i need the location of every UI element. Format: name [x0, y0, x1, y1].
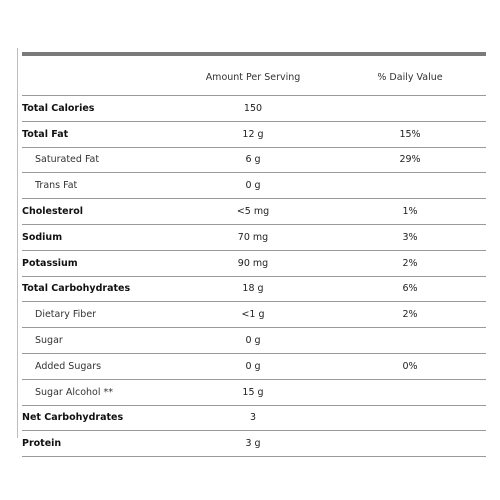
nutrient-label: Total Carbohydrates	[22, 276, 182, 302]
daily-value: 2%	[312, 250, 486, 276]
daily-value: 15%	[312, 121, 486, 147]
table-row	[22, 173, 486, 199]
nutrient-label: Total Calories	[22, 96, 182, 122]
table-row	[22, 96, 486, 122]
amount-value: 6 g	[182, 147, 312, 173]
table-row	[22, 379, 486, 405]
table-row	[22, 328, 486, 354]
table-header-row	[22, 56, 486, 96]
amount-value: 18 g	[182, 276, 312, 302]
daily-value: 6%	[312, 276, 486, 302]
daily-value	[312, 173, 486, 199]
amount-value: 3	[182, 405, 312, 431]
nutrient-label: Dietary Fiber	[22, 302, 182, 328]
nutrient-label: Net Carbohydrates	[22, 405, 182, 431]
header-daily-value: % Daily Value	[312, 56, 486, 96]
daily-value: 2%	[312, 302, 486, 328]
amount-value: 3 g	[182, 431, 312, 457]
nutrient-label: Potassium	[22, 250, 182, 276]
left-border-line	[17, 48, 18, 438]
table-row	[22, 302, 486, 328]
amount-value: 150	[182, 96, 312, 122]
daily-value: 0%	[312, 353, 486, 379]
daily-value: 1%	[312, 199, 486, 225]
amount-value: 12 g	[182, 121, 312, 147]
daily-value: 29%	[312, 147, 486, 173]
daily-value: 3%	[312, 224, 486, 250]
table-row	[22, 121, 486, 147]
table-row	[22, 405, 486, 431]
nutrient-label: Sodium	[22, 224, 182, 250]
daily-value	[312, 431, 486, 457]
amount-value: 0 g	[182, 353, 312, 379]
nutrient-label: Saturated Fat	[22, 147, 182, 173]
nutrition-table	[22, 56, 486, 457]
nutrient-label: Trans Fat	[22, 173, 182, 199]
daily-value	[312, 96, 486, 122]
table-row	[22, 250, 486, 276]
nutrient-label: Sugar Alcohol **	[22, 379, 182, 405]
table-row	[22, 199, 486, 225]
table-row	[22, 431, 486, 457]
nutrient-label: Cholesterol	[22, 199, 182, 225]
table-row	[22, 147, 486, 173]
amount-value: 0 g	[182, 173, 312, 199]
amount-value: <5 mg	[182, 199, 312, 225]
table-body	[22, 96, 486, 457]
amount-value: 70 mg	[182, 224, 312, 250]
amount-value: <1 g	[182, 302, 312, 328]
nutrient-label: Sugar	[22, 328, 182, 354]
table-row	[22, 276, 486, 302]
header-nutrient	[22, 56, 182, 96]
nutrient-label: Protein	[22, 431, 182, 457]
table-row	[22, 353, 486, 379]
amount-value: 90 mg	[182, 250, 312, 276]
nutrient-label: Added Sugars	[22, 353, 182, 379]
daily-value	[312, 328, 486, 354]
amount-value: 0 g	[182, 328, 312, 354]
nutrient-label: Total Fat	[22, 121, 182, 147]
nutrition-table-panel	[22, 52, 486, 457]
daily-value	[312, 405, 486, 431]
header-amount-per-serving: Amount Per Serving	[182, 56, 312, 96]
daily-value	[312, 379, 486, 405]
amount-value: 15 g	[182, 379, 312, 405]
table-row	[22, 224, 486, 250]
